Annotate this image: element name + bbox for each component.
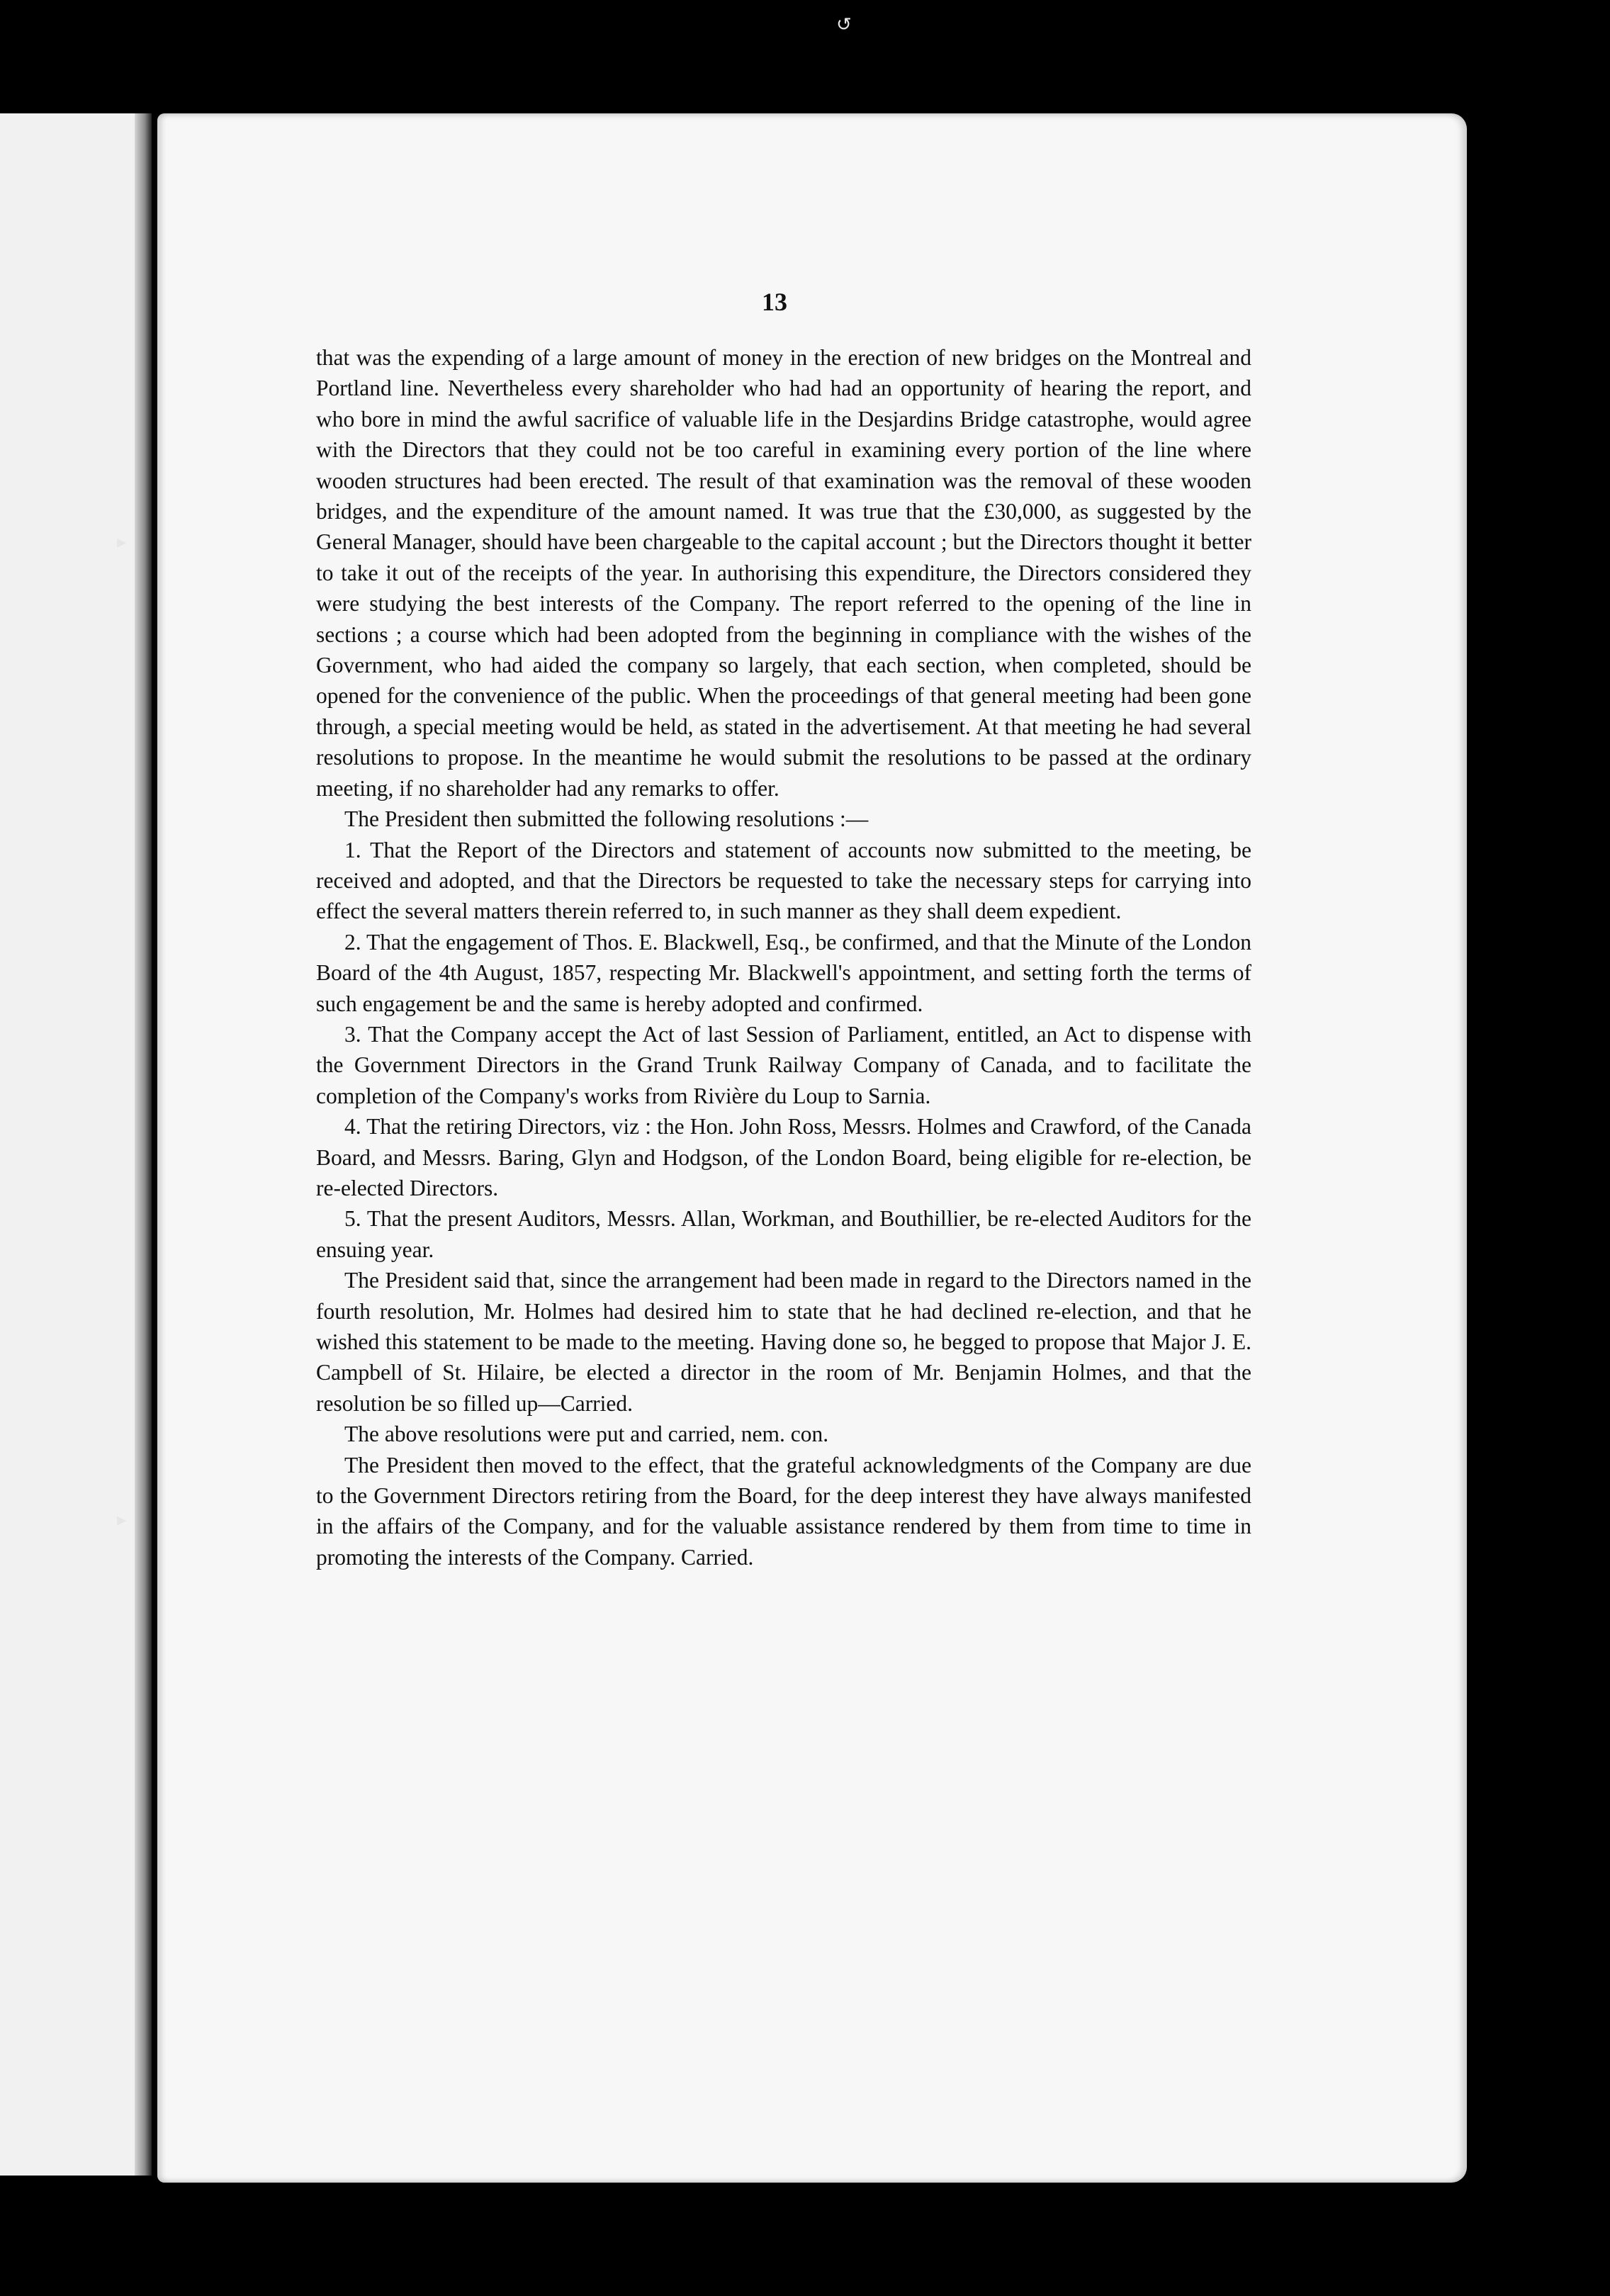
scan-artifact: ▸ — [117, 1509, 127, 1531]
paragraph: The President then submitted the following resolutions :— — [344, 806, 869, 832]
resolution-4: 4. That the retiring Directors, viz : the Hon. John Ross, Messrs. Holmes and Crawford, of the Canada Board, and Messrs. Baring, Glyn and Hodgson, of the London Board, being eligible for re-election, be re-elected Directors. — [316, 1114, 1251, 1200]
resolution-5: 5. That the present Auditors, Messrs. Allan, Workman, and Bouthillier, be re-elected Auditors for the ensuing year. — [316, 1206, 1251, 1262]
scan-artifact: ↺ — [836, 14, 852, 35]
resolution-2: 2. That the engagement of Thos. E. Blackwell, Esq., be confirmed, and that the Minute of the London Board of the 4th August, 1857, respecting Mr. Blackwell's appointment, and setting forth the terms of such engagement be and the same is hereby adopted and confirmed. — [316, 929, 1251, 1016]
facing-page — [0, 113, 149, 2176]
page-gutter-shadow — [135, 113, 152, 2176]
paragraph: The President then moved to the effect, that the grateful acknowledgments of the Company are due to the Government Directors retiring from the Board, for the deep interest they have always manifested in the affairs of the Company, and for the valuable assistance rendered by them from time to time in promoting the interests of the Company. Carried. — [316, 1452, 1251, 1570]
paragraph: The above resolutions were put and carried, nem. con. — [344, 1422, 829, 1447]
resolution-1: 1. That the Report of the Directors and statement of accounts now submitted to the meeting, be received and adopted, and that the Directors be requested to take the necessary steps for carrying into effect the several matters therein referred to, in such manner as they shall deem expedient. — [316, 837, 1251, 924]
scan-artifact: ▸ — [117, 531, 127, 553]
paragraph: that was the expending of a large amount of money in the erection of new bridges on the Montreal and Portland line. Nevertheless every shareholder who had had an opportunity of hearing the report, and who bore in mind the awful sacrifice of valuable life in the Desjardins Bridge catastrophe, would agree with the Directors that they could not be too careful in examining every portion of the line where wooden structures had been erected. The result of that examination was the removal of these wooden bridges, and the expenditure of the amount named. It was true that the £30,000, as suggested by the General Manager, should have been chargeable to the capital account ; but the Directors thought it better to take it out of the receipts of the year. In authorising this expenditure, the Directors considered they were studying the best interests of the Company. The report referred to the opening of the line in sections ; a course which had been adopted from the beginning in compliance with the wishes of the Government, who had aided the company so largely, that each section, when completed, should be opened for the convenience of the public. When the proceedings of that general meeting had been gone through, a special meeting would be held, as stated in the advertisement. At that meeting he had several resolutions to propose. In the meantime he would submit the resolutions to be passed at the ordinary meeting, if no shareholder had any remarks to offer. — [316, 345, 1251, 801]
body-text — [316, 342, 1251, 1572]
paragraph: The President said that, since the arrangement had been made in regard to the Directors named in the fourth resolution, Mr. Holmes had desired him to state that he had declined re-election, and that he wished this statement to be made to the meeting. Having done so, he begged to propose that Major J. E. Campbell of St. Hilaire, be elected a director in the room of Mr. Benjamin Holmes, and that the resolution be so filled up—Carried. — [316, 1268, 1251, 1416]
page-number: 13 — [762, 288, 787, 316]
resolution-3: 3. That the Company accept the Act of last Session of Parliament, entitled, an Act to dispense with the Government Directors in the Grand Trunk Railway Company of Canada, and to facilitate the completion of the Company's works from Rivière du Loup to Sarnia. — [316, 1021, 1251, 1108]
